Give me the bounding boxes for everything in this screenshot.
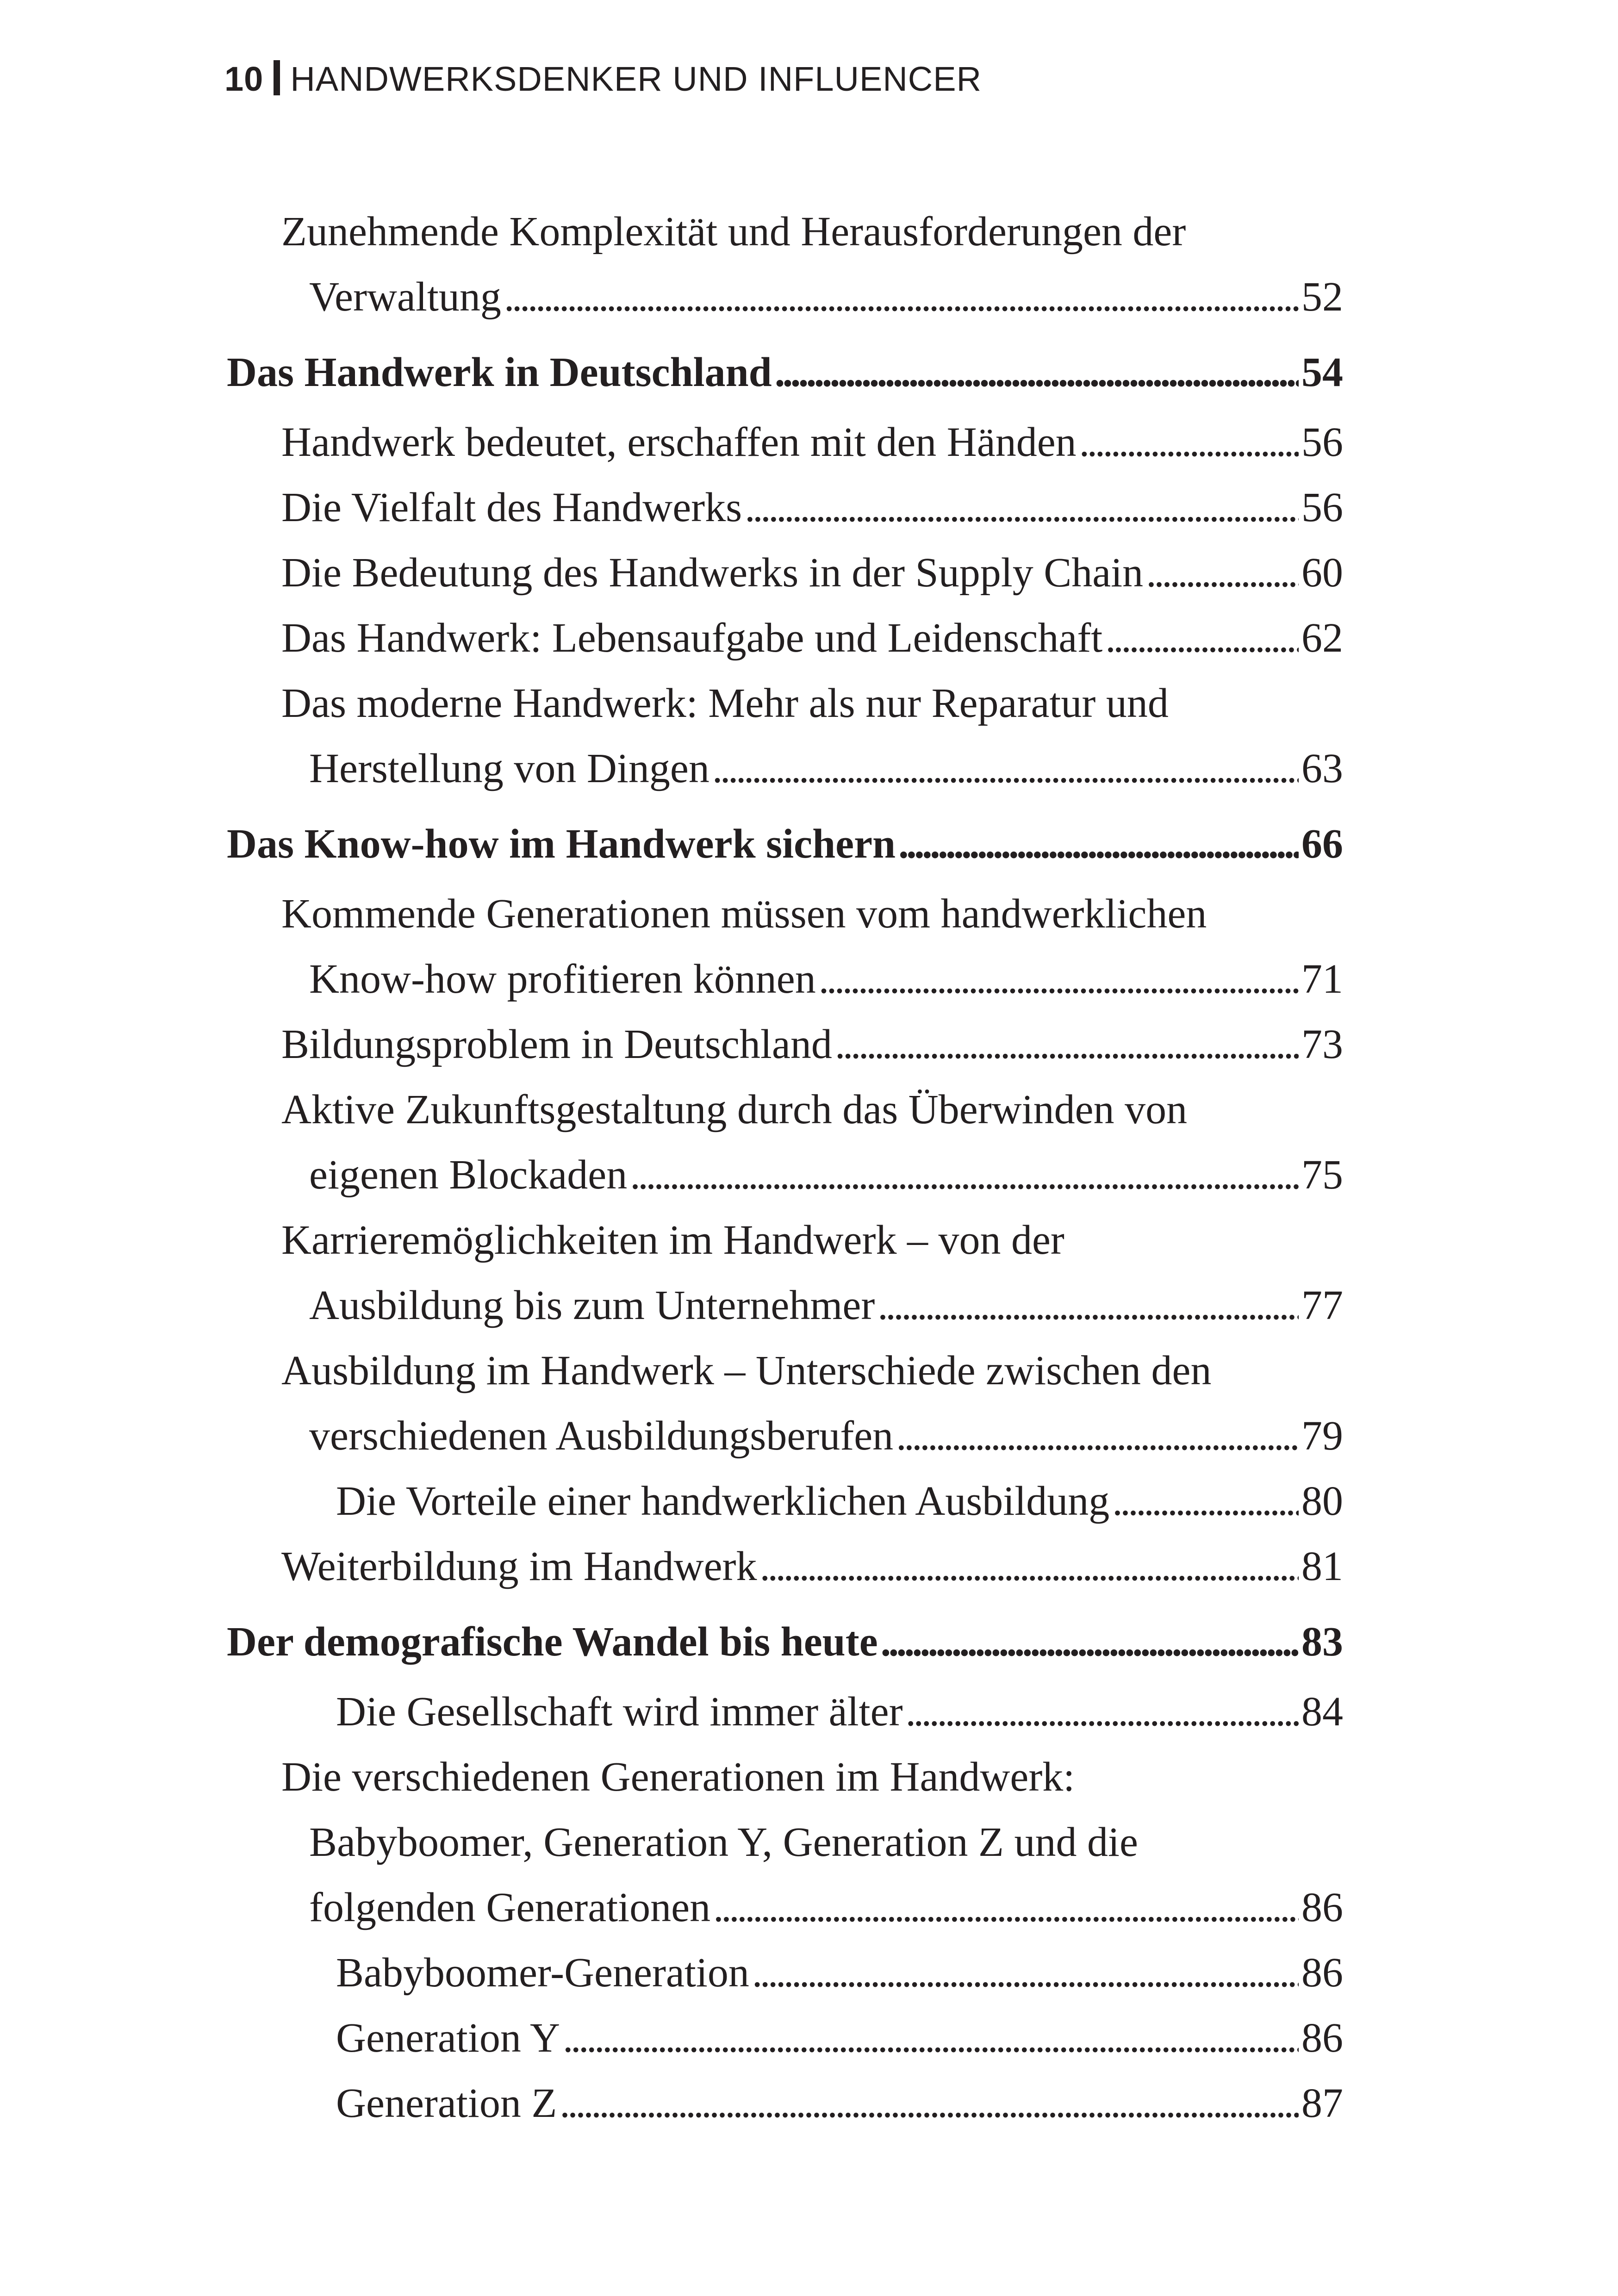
toc-entry <box>227 2071 1343 2136</box>
toc-entry-title: Die verschiedenen Generationen im Handwerk: <box>281 1754 1075 1800</box>
toc-page-number: 75 <box>1301 1152 1343 1198</box>
toc-entry-title: Babyboomer-Generation <box>336 1950 749 1996</box>
dot-leader <box>745 475 1299 540</box>
dot-leader <box>712 736 1299 801</box>
toc-entry <box>227 1012 1343 1077</box>
toc-entry <box>227 1207 1343 1338</box>
toc-page-number: 79 <box>1301 1413 1343 1459</box>
toc-entry-title: Die Vielfalt des Handwerks <box>281 485 742 530</box>
dot-leader <box>563 2005 1299 2071</box>
toc-chapter <box>227 811 1343 877</box>
toc-entry-title: Das Handwerk: Lebensaufgabe und Leidenschaft <box>281 615 1103 661</box>
toc-entry-title: Kommende Generationen müssen vom handwerklichen <box>281 891 1207 937</box>
dot-leader <box>881 1609 1299 1674</box>
toc-entry <box>227 605 1343 671</box>
toc-entry-title-cont: Ausbildung bis zum Unternehmer <box>309 1282 875 1328</box>
running-head <box>224 59 982 99</box>
running-head-title: HANDWERKSDENKER UND INFLUENCER <box>290 60 982 98</box>
toc-entry-title: Weiterbildung im Handwerk <box>281 1543 757 1589</box>
toc-entry <box>227 671 1343 801</box>
toc-entry <box>227 1679 1343 1744</box>
toc-page-number: 71 <box>1301 956 1343 1002</box>
dot-leader <box>713 1875 1299 1940</box>
toc-page-number: 86 <box>1301 1885 1343 1930</box>
toc-entry <box>227 1534 1343 1599</box>
toc-entry-title: Handwerk bedeutet, erschaffen mit den Händen <box>281 419 1077 465</box>
dot-leader <box>1079 410 1299 475</box>
toc-chapter <box>227 340 1343 405</box>
dot-leader <box>877 1273 1299 1338</box>
toc-entry-title: Aktive Zukunftsgestaltung durch das Überwinden von <box>281 1087 1188 1132</box>
toc-entry <box>227 410 1343 475</box>
toc-entry-title: Die Bedeutung des Handwerks in der Supply Chain <box>281 550 1144 596</box>
toc-chapter-title: Das Handwerk in Deutschland <box>227 349 772 395</box>
dot-leader <box>835 1012 1299 1077</box>
dot-leader <box>1105 605 1299 671</box>
toc-entry-title: Generation Z <box>336 2080 557 2126</box>
toc-page-number: 77 <box>1301 1282 1343 1328</box>
toc-entry <box>227 1338 1343 1468</box>
dot-leader <box>819 946 1299 1012</box>
toc-page-number: 80 <box>1301 1478 1343 1524</box>
toc-entry <box>227 1744 1343 1940</box>
toc-page-number: 66 <box>1301 821 1343 867</box>
toc-entry <box>227 199 1343 330</box>
toc-entry-title-cont: folgenden Generationen <box>309 1885 711 1930</box>
toc-chapter-title: Der demografische Wandel bis heute <box>227 1619 878 1665</box>
page-number: 10 <box>224 60 264 98</box>
toc-page-number: 73 <box>1301 1021 1343 1067</box>
toc-entry-title: Die Vorteile einer handwerklichen Ausbildung <box>336 1478 1110 1524</box>
toc-entry-title-cont: Verwaltung <box>309 274 501 320</box>
toc-entry-title: Generation Y <box>336 2015 560 2061</box>
toc-entry <box>227 475 1343 540</box>
toc-chapter <box>227 1609 1343 1674</box>
dot-leader <box>1112 1468 1299 1534</box>
toc-entry-title: Bildungsproblem in Deutschland <box>281 1021 832 1067</box>
toc-page-number: 63 <box>1301 746 1343 791</box>
toc-entry-title: Zunehmende Komplexität und Herausforderungen der <box>281 209 1186 255</box>
dot-leader <box>760 1534 1299 1599</box>
toc-entry-title: Das moderne Handwerk: Mehr als nur Reparatur und <box>281 680 1169 726</box>
toc-page-number: 84 <box>1301 1689 1343 1735</box>
toc-entry <box>227 1940 1343 2005</box>
toc-entry-title: Ausbildung im Handwerk – Unterschiede zwischen den <box>281 1348 1212 1394</box>
dot-leader <box>504 264 1299 330</box>
dot-leader <box>1146 540 1299 605</box>
toc-entry-title-cont: Know-how profitieren können <box>309 956 816 1002</box>
toc-entry-title-cont: eigenen Blockaden <box>309 1152 628 1198</box>
toc-page-number: 62 <box>1301 615 1343 661</box>
dot-leader <box>906 1679 1299 1744</box>
toc-entry-title-cont: Babyboomer, Generation Y, Generation Z und die <box>309 1819 1138 1865</box>
toc-page-number: 86 <box>1301 1950 1343 1996</box>
toc-page-number: 86 <box>1301 2015 1343 2061</box>
toc-entry <box>227 2005 1343 2071</box>
toc-page-number: 60 <box>1301 550 1343 596</box>
toc-entry-title-cont: Herstellung von Dingen <box>309 746 709 791</box>
dot-leader <box>896 1403 1299 1468</box>
dot-leader <box>560 2071 1299 2136</box>
table-of-contents <box>227 199 1343 2136</box>
toc-entry <box>227 540 1343 605</box>
toc-entry-title: Die Gesellschaft wird immer älter <box>336 1689 903 1735</box>
toc-page-number: 56 <box>1301 485 1343 530</box>
toc-chapter-title: Das Know-how im Handwerk sichern <box>227 821 896 867</box>
toc-entry <box>227 1077 1343 1207</box>
toc-page-number: 54 <box>1301 349 1343 395</box>
toc-entry <box>227 1468 1343 1534</box>
toc-entry-title: Karrieremöglichkeiten im Handwerk – von der <box>281 1217 1064 1263</box>
toc-page-number: 87 <box>1301 2080 1343 2126</box>
toc-entry <box>227 881 1343 1012</box>
toc-entry-title-cont: verschiedenen Ausbildungsberufen <box>309 1413 894 1459</box>
toc-page-number: 56 <box>1301 419 1343 465</box>
toc-page-number: 81 <box>1301 1543 1343 1589</box>
running-head-separator <box>274 60 280 95</box>
toc-page-number: 52 <box>1301 274 1343 320</box>
dot-leader <box>752 1940 1299 2005</box>
toc-page-number: 83 <box>1301 1619 1343 1665</box>
dot-leader <box>775 340 1299 405</box>
dot-leader <box>630 1142 1299 1207</box>
dot-leader <box>898 811 1299 877</box>
